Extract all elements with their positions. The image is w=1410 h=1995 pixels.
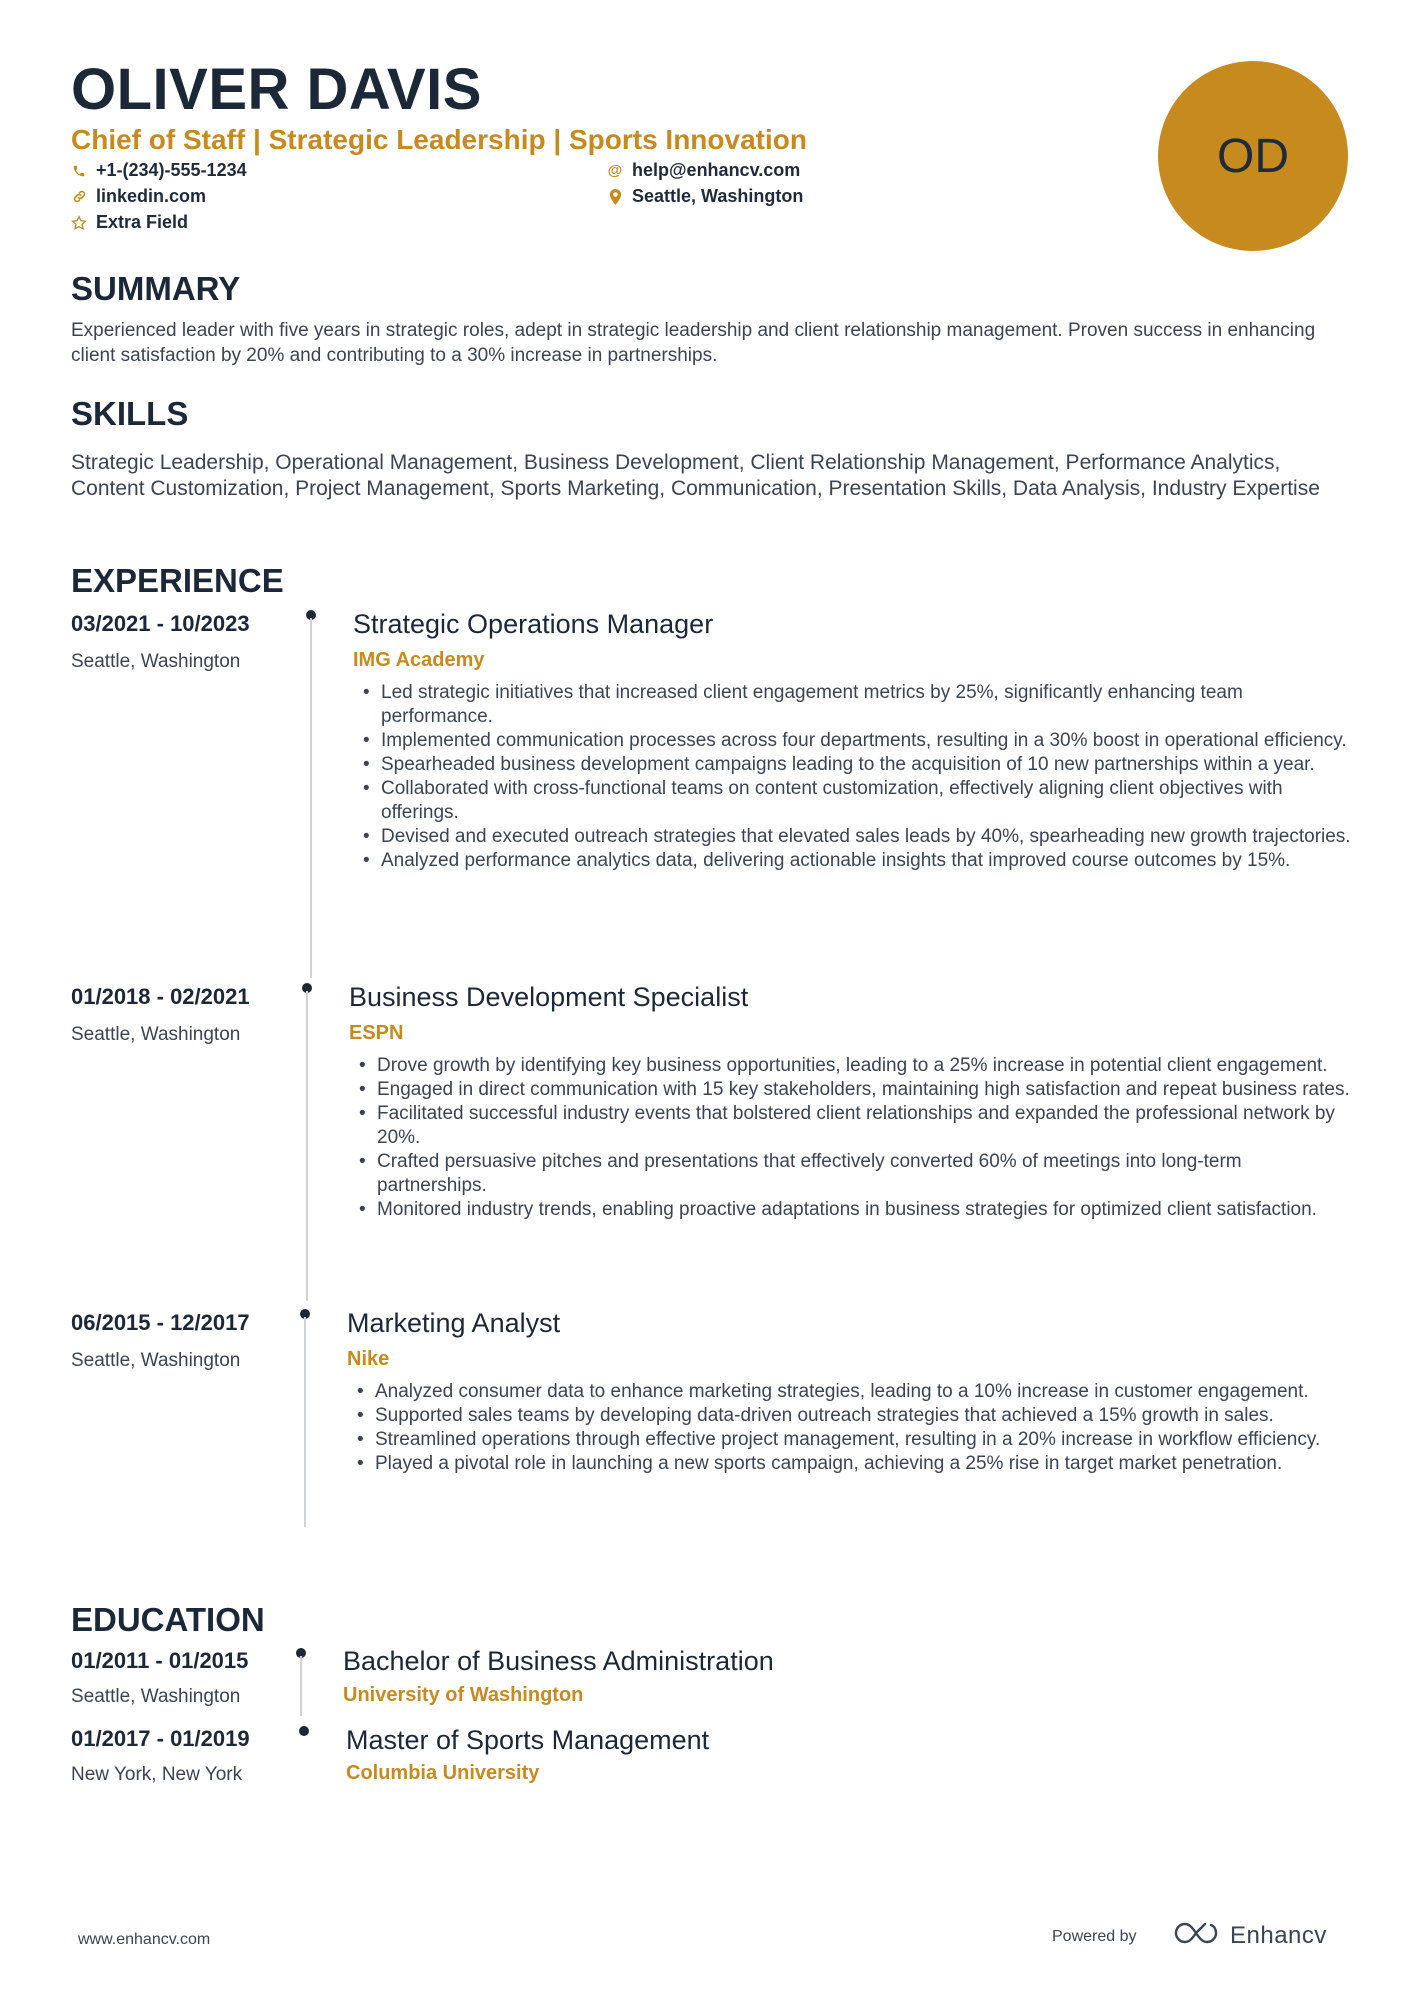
extra-field-text: Extra Field [96,212,189,232]
infinity-logo-icon [1172,1920,1220,1951]
location-text: Seattle, Washington [632,186,804,206]
experience-company: Nike [347,1348,390,1370]
bullet-item: • Monitored industry trends, enabling proactive adaptations in business strategies for optimized client satisfaction. [355,1198,1351,1222]
experience-bullets [359,681,1351,873]
bullet-item: • Played a pivotal role in launching a new sports campaign, achieving a 25% rise in target market penetration. [353,1452,1351,1476]
timeline-line [306,991,308,1301]
experience-location: Seattle, Washington [71,1350,241,1371]
experience-bullets [355,1054,1351,1222]
experience-dates: 06/2015 - 12/2017 [71,1310,250,1335]
avatar-initials: OD [1217,129,1289,183]
star-icon [71,215,87,231]
timeline-dot [299,1726,309,1736]
education-dates: 01/2011 - 01/2015 [71,1648,249,1673]
bullet-item: • Drove growth by identifying key business opportunities, leading to a 25% increase in potential client engagement. [355,1054,1351,1078]
education-location: Seattle, Washington [71,1686,241,1707]
bullet-item: • Spearheaded business development campaigns leading to the acquisition of 10 new partnerships within a year. [359,753,1351,777]
footer-brand-name: Enhancv [1230,1921,1327,1949]
phone-icon [71,163,87,179]
summary-text: Experienced leader with five years in strategic roles, adept in strategic leadership and client relationship management. Proven success in enhancing client satisfaction by 20% and contributing to a 30% increase in partnerships. [71,320,1316,366]
bullet-item: • Collaborated with cross-functional teams on content customization, effectively aligning client objectives with offerings. [359,777,1351,825]
linkedin-link[interactable]: linkedin.com [96,186,207,206]
education-school: University of Washington [343,1684,584,1706]
experience-company: IMG Academy [353,649,485,671]
bullet-item: • Led strategic initiatives that increased client engagement metrics by 25%, significantly enhancing team performance. [359,681,1351,729]
contact-email [607,160,800,181]
education-location: New York, New York [71,1764,243,1785]
avatar [1158,61,1348,251]
education-degree: Bachelor of Business Administration [343,1646,774,1676]
experience-company: ESPN [349,1022,404,1044]
skills-text: Strategic Leadership, Operational Management, Business Development, Client Relationship Management, Performance Analytics, Content Customization, Project Management, Sports Marketing, Communication, Presentation Skills, Data Analysis, Industry Expertise [71,451,1320,500]
timeline-line [300,1656,302,1716]
experience-dates: 01/2018 - 02/2021 [71,984,250,1009]
bullet-item: • Facilitated successful industry events that bolstered client relationships and expanded the professional network by 20%. [355,1102,1351,1150]
bullet-item: • Implemented communication processes across four departments, resulting in a 30% boost in operational efficiency. [359,729,1351,753]
experience-role: Business Development Specialist [349,982,749,1012]
experience-role: Strategic Operations Manager [353,609,714,639]
footer-website[interactable]: www.enhancv.com [78,1931,211,1948]
contact-phone [71,160,247,181]
bullet-item: • Devised and executed outreach strategies that elevated sales leads by 40%, spearheading new growth trajectories. [359,825,1351,849]
map-pin-icon [607,189,623,205]
bullet-item: • Streamlined operations through effective project management, resulting in a 20% increase in workflow efficiency. [353,1428,1351,1452]
footer-powered-by: Powered by [1052,1928,1137,1945]
education-school: Columbia University [346,1762,540,1784]
headline: Chief of Staff | Strategic Leadership | Sports Innovation [71,124,807,155]
bullet-item: • Engaged in direct communication with 15 key stakeholders, maintaining high satisfaction and repeat business rates. [355,1078,1351,1102]
phone-text[interactable]: +1-(234)-555-1234 [96,160,247,180]
education-degree: Master of Sports Management [346,1725,710,1755]
at-icon: @ [607,162,623,179]
education-dates: 01/2017 - 01/2019 [71,1726,250,1751]
timeline-line [304,1317,306,1527]
bullet-item: • Analyzed performance analytics data, delivering actionable insights that improved course outcomes by 15%. [359,849,1351,873]
candidate-name: OLIVER DAVIS [71,57,482,122]
experience-bullets [353,1380,1351,1476]
experience-location: Seattle, Washington [71,651,241,672]
experience-role: Marketing Analyst [347,1308,561,1338]
link-icon [71,189,87,205]
skills-title: SKILLS [71,395,189,432]
bullet-item: • Supported sales teams by developing data-driven outreach strategies that achieved a 15% growth in sales. [353,1404,1351,1428]
experience-title: EXPERIENCE [71,562,284,599]
education-title: EDUCATION [71,1601,265,1638]
timeline-line [310,618,312,978]
email-link[interactable]: help@enhancv.com [632,160,801,180]
experience-location: Seattle, Washington [71,1024,241,1045]
summary-title: SUMMARY [71,270,241,307]
footer-brand-logo[interactable] [1172,1920,1327,1951]
contact-location [607,186,803,207]
experience-dates: 03/2021 - 10/2023 [71,611,250,636]
contact-extra [71,212,188,233]
bullet-item: • Crafted persuasive pitches and presentations that effectively converted 60% of meetings into long-term partnerships. [355,1150,1351,1198]
contact-linkedin [71,186,206,207]
bullet-item: • Analyzed consumer data to enhance marketing strategies, leading to a 10% increase in customer engagement. [353,1380,1351,1404]
